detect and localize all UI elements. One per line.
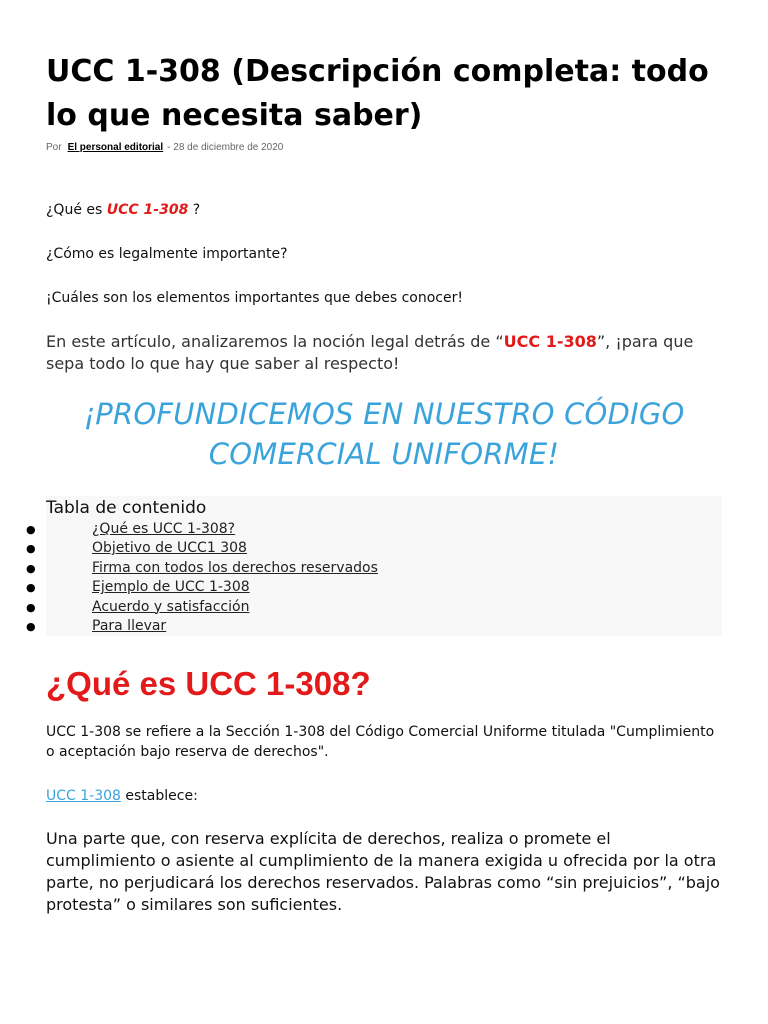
toc-item bbox=[0, 598, 500, 617]
ucc-link[interactable]: UCC 1-308 bbox=[46, 788, 121, 804]
bullet-icon: ● bbox=[26, 619, 36, 633]
bullet-icon: ● bbox=[26, 561, 36, 575]
toc-link[interactable]: Ejemplo de UCC 1-308 bbox=[92, 579, 250, 596]
toc-item bbox=[0, 559, 500, 578]
toc-link[interactable]: Acuerdo y satisfacción bbox=[92, 598, 250, 615]
table-of-contents bbox=[26, 496, 722, 636]
question-1-suffix: ? bbox=[192, 202, 201, 218]
question-1-term: UCC 1-308 bbox=[106, 202, 189, 218]
intro-prefix: En este artículo, analizaremos la noción legal detrás de “ bbox=[46, 332, 504, 351]
intro-suffix: ”, ¡para que sepa todo lo que hay que saber al respecto! bbox=[46, 332, 694, 373]
toc-link[interactable]: ¿Qué es UCC 1-308? bbox=[92, 521, 236, 537]
link-suffix: establece: bbox=[125, 788, 198, 804]
question-3: ¡Cuáles son los elementos importantes que debes conocer! bbox=[46, 290, 463, 306]
toc-link[interactable]: Firma con todos los derechos reservados bbox=[92, 559, 378, 576]
question-2: ¿Cómo es legalmente importante? bbox=[46, 246, 288, 262]
author-link[interactable]: El personal editorial bbox=[67, 142, 164, 153]
toc-title: Tabla de contenido bbox=[46, 498, 207, 518]
quote-paragraph: Una parte que, con reserva explícita de derechos, realiza o promete el cumplimiento o asiente al cumplimiento de la manera exigida u ofrecida por la otra parte, no perjudicará los derechos reservados. Palabras como “sin prejuicios”, “bajo protesta” o similares son suficientes. bbox=[46, 829, 720, 914]
link-paragraph bbox=[46, 786, 198, 806]
intro-term: UCC 1-308 bbox=[503, 332, 597, 351]
question-1 bbox=[46, 200, 200, 220]
bullet-icon: ● bbox=[26, 542, 36, 556]
toc-list bbox=[0, 520, 500, 636]
byline-prefix: Por bbox=[46, 142, 62, 153]
toc-item bbox=[0, 539, 500, 558]
toc-item bbox=[0, 617, 500, 636]
publish-date: - 28 de diciembre de 2020 bbox=[167, 142, 284, 153]
bullet-icon: ● bbox=[26, 523, 36, 536]
page-title: UCC 1-308 (Descripción completa: todo lo que necesita saber) bbox=[46, 54, 709, 133]
toc-link[interactable]: Objetivo de UCC1 308 bbox=[92, 540, 247, 557]
toc-link[interactable]: Para llevar bbox=[92, 617, 167, 634]
bullet-icon: ● bbox=[26, 600, 36, 614]
section-paragraph: UCC 1-308 se refiere a la Sección 1-308 del Código Comercial Uniforme titulada "Cumplimiento o aceptación bajo reserva de derechos". bbox=[46, 724, 715, 760]
toc-item bbox=[0, 520, 500, 539]
byline bbox=[46, 142, 283, 153]
toc-item bbox=[0, 578, 500, 597]
banner-heading: ¡PROFUNDICEMOS EN NUESTRO CÓDIGO COMERCIAL UNIFORME! bbox=[83, 397, 685, 471]
question-1-prefix: ¿Qué es bbox=[46, 202, 103, 218]
bullet-icon: ● bbox=[26, 581, 36, 595]
intro-paragraph bbox=[46, 331, 722, 375]
section-heading: ¿Qué es UCC 1-308? bbox=[46, 665, 371, 702]
